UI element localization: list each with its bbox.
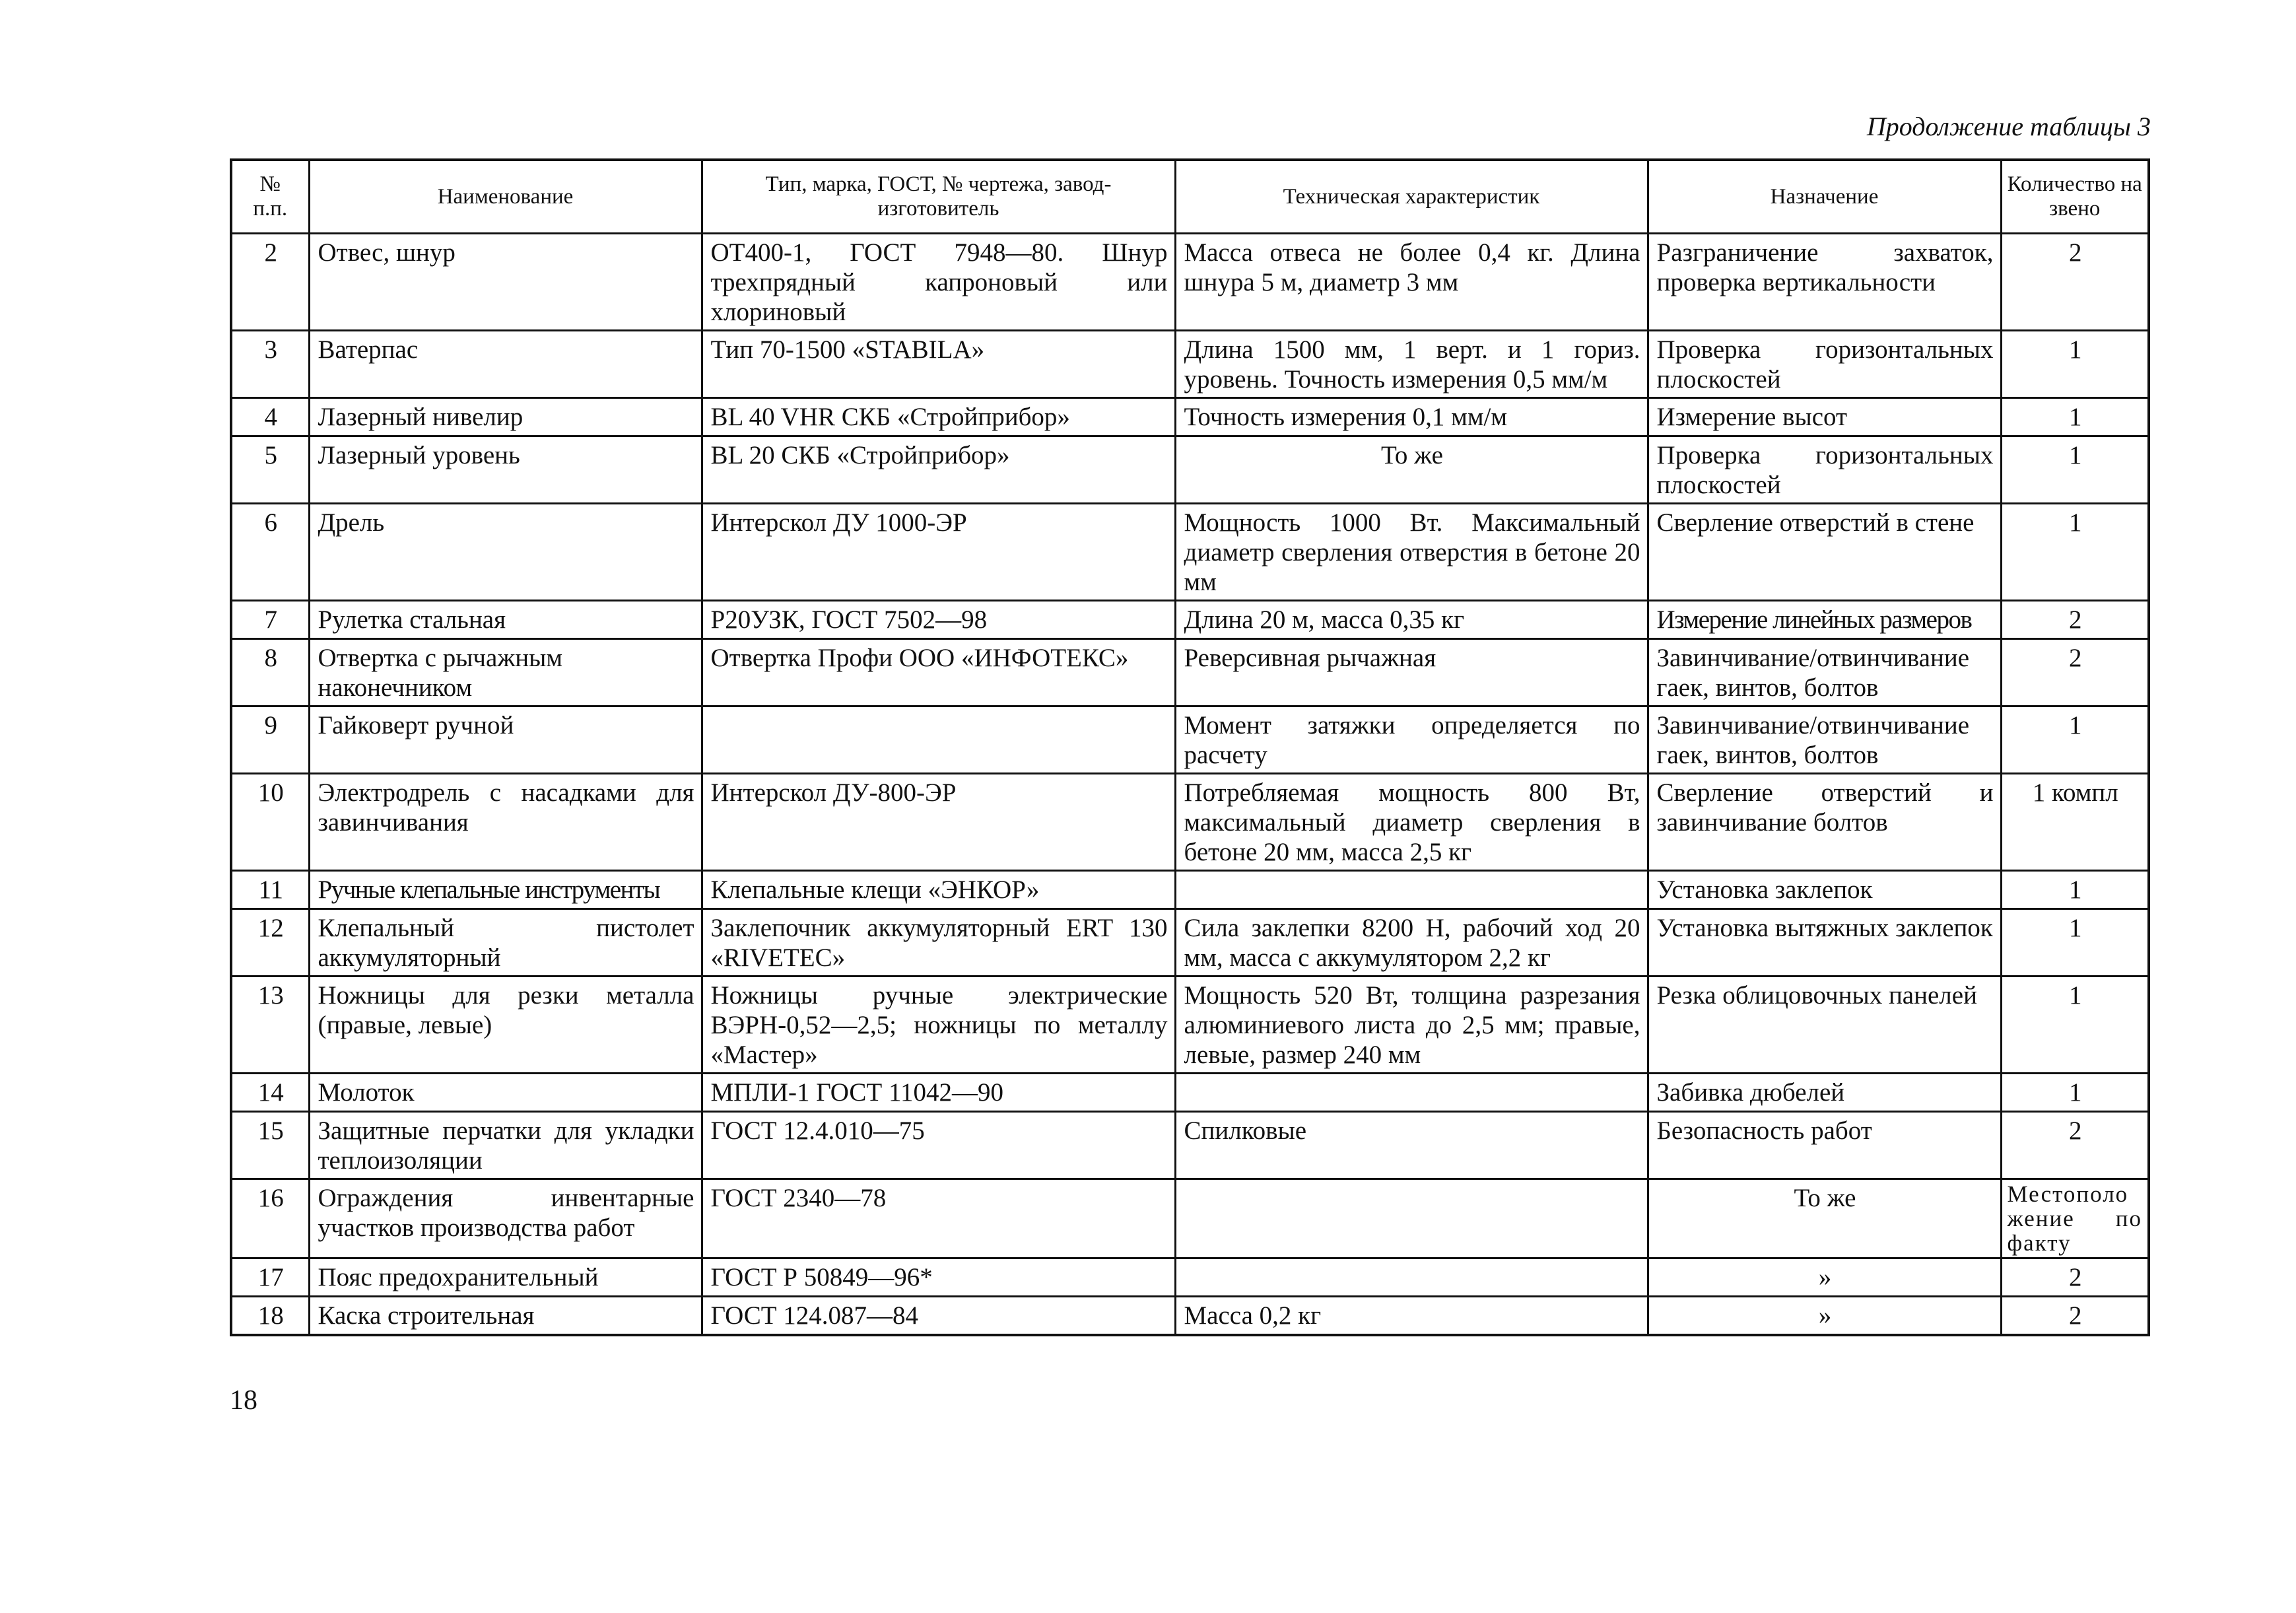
cell-spec [1175,1258,1648,1297]
cell-qty: 2 [2001,1112,2149,1179]
table-row [231,331,2149,398]
cell-spec: Точность измерения 0,1 мм/м [1175,398,1648,436]
cell-spec: Длина 20 м, масса 0,35 кг [1175,601,1648,639]
cell-name: Пояс предохранительный [309,1258,702,1297]
cell-num: 9 [231,706,309,774]
cell-spec: Спилковые [1175,1112,1648,1179]
cell-type: ОТ400-1, ГОСТ 7948—80. Шнур трехпрядный капроновый или хлориновый [702,234,1175,331]
cell-num: 17 [231,1258,309,1297]
cell-name: Ножницы для резки металла (правые, левые) [309,977,702,1074]
cell-purpose: Сверление отверстий и завинчивание болтов [1648,774,2001,871]
header-num: № п.п. [231,160,309,234]
table-row [231,1074,2149,1112]
cell-type: ГОСТ 2340—78 [702,1179,1175,1258]
cell-num: 7 [231,601,309,639]
cell-spec: То же [1175,436,1648,504]
cell-num: 6 [231,504,309,601]
cell-purpose: Установка вытяжных заклепок [1648,909,2001,977]
cell-name: Каска строительная [309,1297,702,1335]
table-row [231,1297,2149,1335]
cell-type: ГОСТ 12.4.010—75 [702,1112,1175,1179]
table-row [231,504,2149,601]
cell-spec [1175,1074,1648,1112]
cell-qty: 2 [2001,639,2149,706]
header-qty: Количество на звено [2001,160,2149,234]
cell-spec: Реверсивная рычажная [1175,639,1648,706]
equipment-table [230,158,2150,1336]
cell-num: 3 [231,331,309,398]
cell-name: Рулетка стальная [309,601,702,639]
cell-num: 11 [231,871,309,909]
cell-type: ГОСТ 124.087—84 [702,1297,1175,1335]
cell-purpose: Измерение линейных размеров [1648,601,2001,639]
cell-purpose: » [1648,1258,2001,1297]
cell-qty: 1 компл [2001,774,2149,871]
cell-name: Отвертка с рычажным наконечником [309,639,702,706]
page-number: 18 [230,1385,257,1416]
cell-purpose: Проверка горизонтальных плоскостей [1648,331,2001,398]
header-type: Тип, марка, ГОСТ, № чертежа, завод-изготовитель [702,160,1175,234]
cell-name: Защитные перчатки для укладки теплоизоляции [309,1112,702,1179]
cell-num: 18 [231,1297,309,1335]
cell-spec: Сила заклепки 8200 Н, рабочий ход 20 мм, масса с аккумулятором 2,2 кг [1175,909,1648,977]
table-row [231,871,2149,909]
cell-type: Ножницы ручные электрические ВЭРН-0,52—2,5; ножницы по металлу «Мастер» [702,977,1175,1074]
header-purpose: Назначение [1648,160,2001,234]
cell-type: ГОСТ Р 50849—96* [702,1258,1175,1297]
cell-spec: Мощность 1000 Вт. Максимальный диаметр сверления отверстия в бетоне 20 мм [1175,504,1648,601]
cell-num: 5 [231,436,309,504]
cell-num: 16 [231,1179,309,1258]
cell-purpose: Забивка дюбелей [1648,1074,2001,1112]
cell-name: Дрель [309,504,702,601]
cell-qty: 1 [2001,871,2149,909]
cell-spec: Длина 1500 мм, 1 верт. и 1 гориз. уровень. Точность измерения 0,5 мм/м [1175,331,1648,398]
cell-type: Интерскол ДУ-800-ЭР [702,774,1175,871]
header-spec: Техническая характеристик [1175,160,1648,234]
cell-type [702,706,1175,774]
table-header-row [231,160,2149,234]
cell-purpose: » [1648,1297,2001,1335]
cell-purpose: Сверление отверстий в стене [1648,504,2001,601]
cell-qty: 1 [2001,331,2149,398]
cell-qty: 2 [2001,1258,2149,1297]
table-row [231,774,2149,871]
cell-qty: Местоположение по факту [2001,1179,2149,1258]
cell-type: Клепальные клещи «ЭНКОР» [702,871,1175,909]
table-row [231,1258,2149,1297]
cell-num: 14 [231,1074,309,1112]
cell-qty: 2 [2001,1297,2149,1335]
cell-purpose: Проверка горизонтальных плоскостей [1648,436,2001,504]
cell-type: BL 40 VHR СКБ «Стройприбор» [702,398,1175,436]
table-row [231,706,2149,774]
cell-name: Отвес, шнур [309,234,702,331]
cell-name: Ограждения инвентарные участков производства работ [309,1179,702,1258]
cell-name: Ручные клепальные инструменты [309,871,702,909]
cell-purpose: То же [1648,1179,2001,1258]
table-row [231,1179,2149,1258]
cell-num: 12 [231,909,309,977]
cell-num: 13 [231,977,309,1074]
cell-type: Тип 70-1500 «STABILA» [702,331,1175,398]
table-row [231,639,2149,706]
cell-qty: 1 [2001,398,2149,436]
cell-qty: 1 [2001,504,2149,601]
cell-purpose: Разграничение захваток, проверка вертикальности [1648,234,2001,331]
cell-qty: 2 [2001,234,2149,331]
cell-purpose: Резка облицовочных панелей [1648,977,2001,1074]
cell-spec: Мощность 520 Вт, толщина разрезания алюминиевого листа до 2,5 мм; правые, левые, размер 240 мм [1175,977,1648,1074]
cell-spec: Момент затяжки определяется по расчету [1175,706,1648,774]
cell-spec: Масса 0,2 кг [1175,1297,1648,1335]
cell-purpose: Установка заклепок [1648,871,2001,909]
cell-num: 15 [231,1112,309,1179]
cell-type: Р20УЗК, ГОСТ 7502—98 [702,601,1175,639]
table-row [231,909,2149,977]
cell-purpose: Завинчивание/отвинчивание гаек, винтов, болтов [1648,639,2001,706]
cell-num: 2 [231,234,309,331]
cell-qty: 1 [2001,436,2149,504]
cell-name: Гайковерт ручной [309,706,702,774]
cell-purpose: Безопасность работ [1648,1112,2001,1179]
table-row [231,601,2149,639]
cell-num: 10 [231,774,309,871]
cell-num: 8 [231,639,309,706]
cell-name: Лазерный нивелир [309,398,702,436]
table-row [231,977,2149,1074]
header-name: Наименование [309,160,702,234]
cell-spec [1175,1179,1648,1258]
table-row [231,234,2149,331]
cell-type: Заклепочник аккумуляторный ERT 130 «RIVETEC» [702,909,1175,977]
cell-name: Лазерный уровень [309,436,702,504]
cell-spec: Потребляемая мощность 800 Вт, максимальный диаметр сверления в бетоне 20 мм, масса 2,5 кг [1175,774,1648,871]
cell-spec: Масса отвеса не более 0,4 кг. Длина шнура 5 м, диаметр 3 мм [1175,234,1648,331]
cell-name: Электродрель с насадками для завинчивания [309,774,702,871]
cell-num: 4 [231,398,309,436]
cell-purpose: Завинчивание/отвинчивание гаек, винтов, болтов [1648,706,2001,774]
cell-name: Молоток [309,1074,702,1112]
table-row [231,398,2149,436]
cell-name: Ватерпас [309,331,702,398]
cell-qty: 1 [2001,706,2149,774]
cell-type: Отвертка Профи ООО «ИНФОТЕКС» [702,639,1175,706]
cell-qty: 2 [2001,601,2149,639]
cell-purpose: Измерение высот [1648,398,2001,436]
cell-qty: 1 [2001,977,2149,1074]
table-row [231,1112,2149,1179]
cell-spec [1175,871,1648,909]
cell-name: Клепальный пистолет аккумуляторный [309,909,702,977]
cell-type: Интерскол ДУ 1000-ЭР [702,504,1175,601]
table-caption: Продолжение таблицы 3 [1866,112,2151,141]
cell-type: BL 20 СКБ «Стройприбор» [702,436,1175,504]
table-row [231,436,2149,504]
cell-qty: 1 [2001,909,2149,977]
cell-type: МПЛИ-1 ГОСТ 11042—90 [702,1074,1175,1112]
cell-qty: 1 [2001,1074,2149,1112]
